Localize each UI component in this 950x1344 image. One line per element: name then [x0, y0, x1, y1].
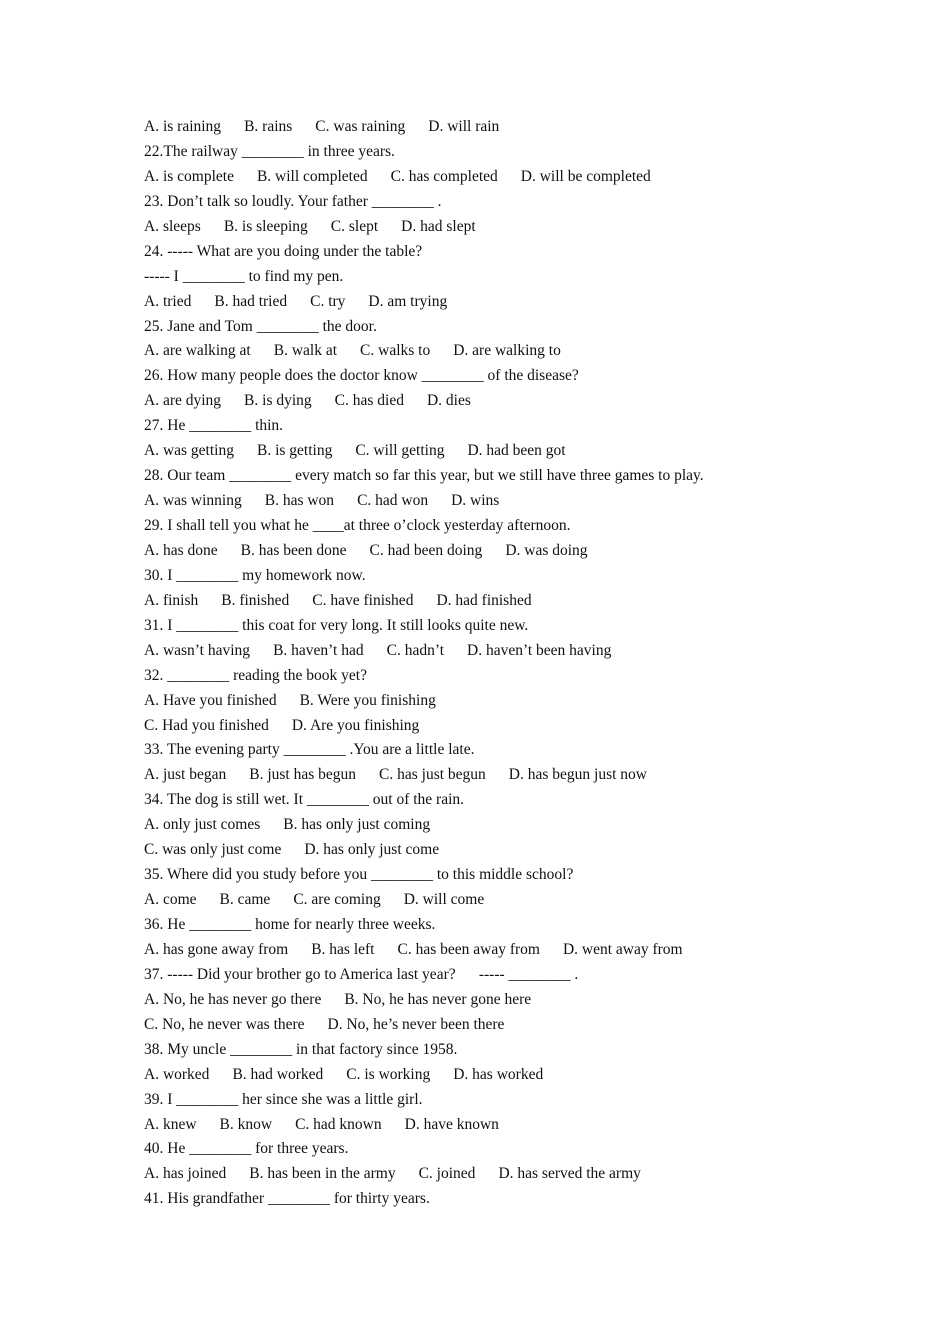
answer-option: A. finish	[144, 591, 199, 609]
answer-option: D. had finished	[436, 591, 532, 609]
answer-option: C. try	[310, 292, 346, 310]
answer-option: C. had won	[357, 492, 429, 510]
answer-option: C. has died	[334, 392, 404, 410]
answer-options-line	[144, 689, 924, 714]
answer-option: A. is raining	[144, 118, 222, 135]
question-line: 40. He ________ for three years.	[144, 1140, 349, 1158]
answer-option: D. will come	[403, 891, 485, 909]
document-page	[144, 115, 924, 1212]
answer-option: A. was winning	[144, 492, 242, 510]
answer-option: B. is dying	[244, 392, 312, 410]
question-line: 33. The evening party ________ .You are a little late.	[144, 741, 475, 759]
question-line: 32. ________ reading the book yet?	[144, 666, 367, 684]
question-line: 31. I ________ this coat for very long. It still looks quite new.	[144, 616, 529, 634]
answer-option: A. sleeps	[144, 217, 201, 235]
question-line: 25. Jane and Tom ________ the door.	[144, 317, 377, 335]
answer-options-line	[144, 838, 924, 863]
answer-option: B. has won	[264, 492, 335, 510]
answer-option: A. was getting	[144, 442, 234, 460]
answer-options-line	[144, 1162, 924, 1187]
answer-options-line	[144, 165, 924, 190]
answer-options-line	[144, 489, 924, 514]
answer-options-line	[144, 290, 924, 315]
answer-option: D. was doing	[505, 541, 588, 559]
answer-option: B. is sleeping	[223, 217, 308, 235]
answer-option: C. will getting	[355, 442, 445, 460]
answer-option: D. dies	[426, 392, 471, 410]
answer-option: B. just has begun	[249, 766, 357, 784]
answer-option: B. rains	[244, 118, 293, 135]
answer-option: A. come	[144, 891, 197, 909]
answer-option: C. Had you finished	[144, 716, 269, 734]
answer-option: A. No, he has never go there	[144, 990, 322, 1008]
answer-option: D. will be completed	[520, 167, 651, 185]
answer-option: C. has been away from	[397, 940, 540, 958]
answer-option: B. has been done	[240, 541, 347, 559]
answer-option: A. knew	[144, 1115, 197, 1133]
answer-option: D. No, he’s never been there	[327, 1015, 505, 1033]
answer-option: C. hadn’t	[386, 641, 445, 659]
answer-option: D. will rain	[428, 118, 500, 135]
answer-options-line	[144, 639, 924, 664]
answer-option: C. was raining	[315, 118, 406, 135]
answer-option: B. Were you finishing	[299, 691, 436, 709]
answer-option: A. worked	[144, 1065, 210, 1083]
answer-option: C. is working	[346, 1065, 431, 1083]
answer-options-line	[144, 888, 924, 913]
answer-option: B. haven’t had	[273, 641, 364, 659]
answer-option: C. joined	[418, 1165, 476, 1183]
answer-option: C. has completed	[390, 167, 498, 185]
answer-option: D. has only just come	[304, 841, 440, 859]
answer-options-line	[144, 539, 924, 564]
answer-option: B. is getting	[256, 442, 333, 460]
answer-option: B. has left	[311, 940, 375, 958]
answer-options-line	[144, 714, 924, 739]
answer-option: C. had been doing	[369, 541, 483, 559]
question-line: 29. I shall tell you what he ____at three o’clock yesterday afternoon.	[144, 517, 571, 534]
question-line: 30. I ________ my homework now.	[144, 566, 366, 584]
question-line: 24. ----- What are you doing under the table?	[144, 242, 423, 260]
answer-option: C. has just begun	[379, 766, 486, 784]
question-line: 41. His grandfather ________ for thirty years.	[144, 1190, 430, 1208]
question-line: 36. He ________ home for nearly three weeks.	[144, 916, 436, 933]
answer-option: B. has been in the army	[249, 1165, 396, 1183]
answer-option: B. had tried	[214, 292, 288, 310]
answer-options-line	[144, 439, 924, 464]
answer-option: D. are walking to	[453, 342, 561, 360]
answer-options-line	[144, 589, 924, 614]
question-line: 39. I ________ her since she was a little girl.	[144, 1090, 423, 1108]
answer-option: B. know	[219, 1115, 273, 1133]
question-line: 26. How many people does the doctor know ________ of the disease?	[144, 367, 579, 385]
answer-option: C. walks to	[360, 342, 431, 360]
answer-option: B. has only just coming	[283, 816, 431, 834]
answer-options-line	[144, 215, 924, 240]
question-line: 22.The railway ________ in three years.	[144, 142, 395, 160]
answer-option: A. Have you finished	[144, 691, 277, 709]
answer-option: D. am trying	[368, 292, 448, 310]
answer-option: B. No, he has never gone here	[344, 990, 532, 1008]
answer-option: C. have finished	[312, 591, 414, 609]
answer-option: A. are walking at	[144, 342, 251, 360]
answer-option: D. has served the army	[498, 1165, 641, 1183]
answer-option: D. has worked	[453, 1065, 544, 1083]
answer-option: A. has done	[144, 541, 218, 559]
answer-options-line	[144, 115, 924, 140]
answer-option: C. No, he never was there	[144, 1015, 305, 1033]
answer-option: C. slept	[330, 217, 379, 235]
answer-options-line	[144, 938, 924, 963]
question-line: 37. ----- Did your brother go to America last year? ----- ________ .	[144, 965, 579, 983]
question-line: 28. Our team ________ every match so far this year, but we still have three games to play.	[144, 467, 704, 485]
answer-option: D. Are you finishing	[291, 716, 420, 734]
question-line: 35. Where did you study before you ________ to this middle school?	[144, 866, 574, 884]
answer-option: A. has joined	[144, 1165, 227, 1183]
answer-options-line	[144, 988, 924, 1013]
answer-option: A. is complete	[144, 167, 234, 185]
answer-option: B. will completed	[256, 167, 368, 185]
answer-option: D. haven’t been having	[467, 641, 612, 659]
answer-option: A. tried	[144, 292, 192, 310]
answer-option: D. had been got	[467, 442, 566, 460]
answer-option: D. wins	[451, 492, 500, 510]
answer-option: D. has begun just now	[508, 766, 647, 784]
answer-option: C. was only just come	[144, 841, 282, 859]
question-line: 38. My uncle ________ in that factory since 1958.	[144, 1040, 458, 1058]
answer-options-line	[144, 1063, 924, 1088]
answer-options-line	[144, 1113, 924, 1138]
answer-option: A. just began	[144, 766, 227, 784]
answer-option: B. had worked	[232, 1065, 324, 1083]
answer-options-line	[144, 813, 924, 838]
answer-option: B. came	[219, 891, 271, 909]
answer-option: C. had known	[295, 1115, 382, 1133]
answer-option: C. are coming	[293, 891, 381, 909]
question-line: 34. The dog is still wet. It ________ out of the rain.	[144, 791, 465, 809]
question-line: 23. Don’t talk so loudly. Your father ________ .	[144, 192, 442, 210]
answer-option: A. are dying	[144, 392, 222, 410]
answer-option: A. only just comes	[144, 816, 261, 834]
answer-options-line	[144, 1013, 924, 1038]
answer-option: B. walk at	[273, 342, 338, 360]
question-line: ----- I ________ to find my pen.	[144, 267, 344, 285]
answer-options-line	[144, 763, 924, 788]
answer-option: D. went away from	[562, 940, 683, 958]
answer-option: A. wasn’t having	[144, 641, 251, 659]
question-line: 27. He ________ thin.	[144, 417, 284, 435]
answer-options-line	[144, 339, 924, 364]
answer-option: B. finished	[221, 591, 290, 609]
answer-options-line	[144, 389, 924, 414]
answer-option: D. had slept	[401, 217, 476, 235]
answer-option: D. have known	[404, 1115, 499, 1133]
answer-option: A. has gone away from	[144, 940, 289, 958]
